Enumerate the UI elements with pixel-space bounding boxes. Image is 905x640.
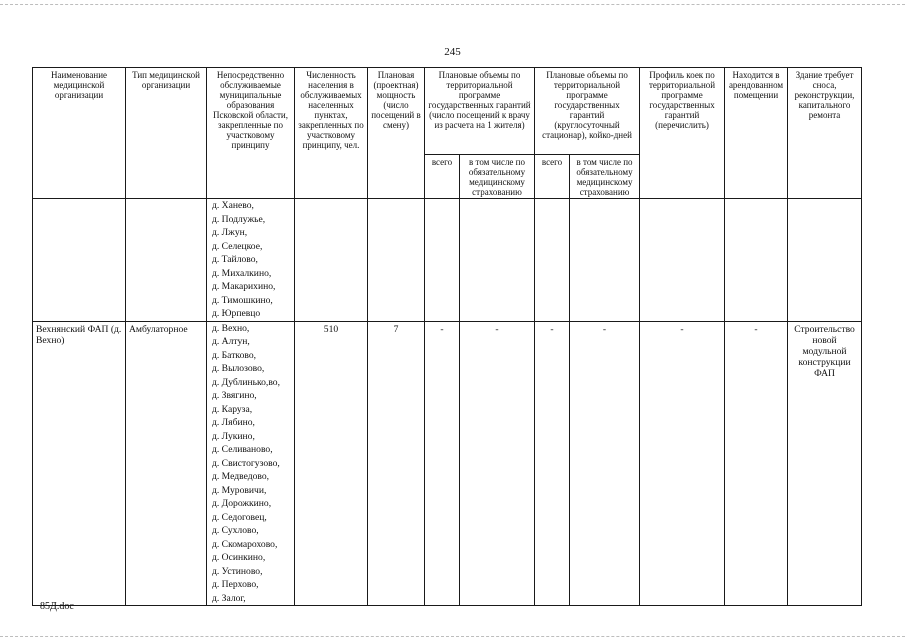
place-item: д. Тимошкино, [212,294,273,306]
facility-visits-total: - [425,321,460,606]
header-served-municipalities: Непосредственно обслуживаемые муниципальные образования Псковской области, закрепленные по участковому принципу [207,68,295,199]
header-capacity: Плановая (проектная) мощность (число посещений в смену) [368,68,425,199]
place-item: д. Подлужье, [212,213,266,225]
facility-beds-total: - [535,321,570,606]
place-item: д. Лжун, [212,227,248,238]
scan-edge-top [0,4,905,5]
header-rented: Находится в арендованном помещении [725,68,788,199]
place-item: д. Седоговец, [212,511,267,523]
subheader-beds-oms: в том числе по обязательному медицинскому страхованию [570,155,640,199]
facility-bed-profile: - [640,321,725,606]
subheader-visits-total: всего [425,155,460,199]
facility-beds-oms: - [570,321,640,606]
facility-place-list [207,321,295,606]
facility-demolition: Строительство новой модульной конструкции ФАП [788,321,862,606]
place-item: д. Лябино, [212,417,255,428]
facility-name: Вехнянский ФАП (д. Вехно) [33,321,126,606]
place-item: д. Осинкино, [212,552,266,563]
place-item: д. Батково, [212,349,257,361]
facility-type: Амбулаторное [126,321,207,606]
header-bed-profile: Профиль коек по территориальной программе государственных гарантий (перечислить) [640,68,725,199]
continuation-row [33,199,862,322]
page-number: 245 [444,46,461,58]
place-item: д. Перхово, [212,579,259,590]
facility-capacity: 7 [368,321,425,606]
facility-population: 510 [295,321,368,606]
file-name-footer: 85Д.doc [40,601,74,612]
header-planned-beds: Плановые объемы по территориальной программе государственных гарантий (круглосуточный стационар), койко-дней [535,68,640,155]
place-item: д. Муровичи, [212,484,267,496]
place-item: д. Каруза, [212,403,253,415]
header-demolition: Здание требует сноса, реконструкции, капитального ремонта [788,68,862,199]
table-row [33,321,862,606]
place-item: д. Михалкино, [212,267,272,279]
header-name: Наименование медицинской организации [33,68,126,199]
place-item: д. Вылозово, [212,363,265,374]
place-item: д. Медведово, [212,471,270,482]
facility-rented: - [725,321,788,606]
scan-edge-bottom [0,636,905,637]
facility-visits-oms: - [460,321,535,606]
place-item: д. Селецкое, [212,240,263,252]
place-item: д. Устиново, [212,565,263,577]
place-item: д. Макарихино, [212,281,276,292]
place-item: д. Ханево, [212,200,254,211]
place-item: д. Залог, [212,592,246,604]
place-item: д. Звягино, [212,390,257,401]
place-item: д. Скомарохово, [212,538,278,550]
place-item: д. Дублинько,во, [212,376,280,388]
place-item: д. Юрпевцо [212,308,261,319]
place-item: д. Тайлово, [212,254,258,265]
place-item: д. Алтун, [212,336,250,347]
subheader-visits-oms: в том числе по обязательному медицинскому страхованию [460,155,535,199]
place-item: д. Сухлово, [212,525,259,536]
header-planned-visits: Плановые объемы по территориальной программе государственных гарантий (число посещений к врачу из расчета на 1 жителя) [425,68,535,155]
header-row [33,68,862,155]
place-item: д. Свистогузово, [212,457,280,469]
continuation-place-list [207,199,295,322]
facilities-table [32,67,862,606]
header-type: Тип медицинской организации [126,68,207,199]
header-population: Численность населения в обслуживаемых населенных пунктах, закрепленных по участковому принципу, чел. [295,68,368,199]
place-item: д. Дорожкино, [212,498,272,509]
place-item: д. Селиваново, [212,444,273,455]
subheader-beds-total: всего [535,155,570,199]
place-item: д. Лукино, [212,430,255,442]
place-item: д. Вехно, [212,322,250,334]
